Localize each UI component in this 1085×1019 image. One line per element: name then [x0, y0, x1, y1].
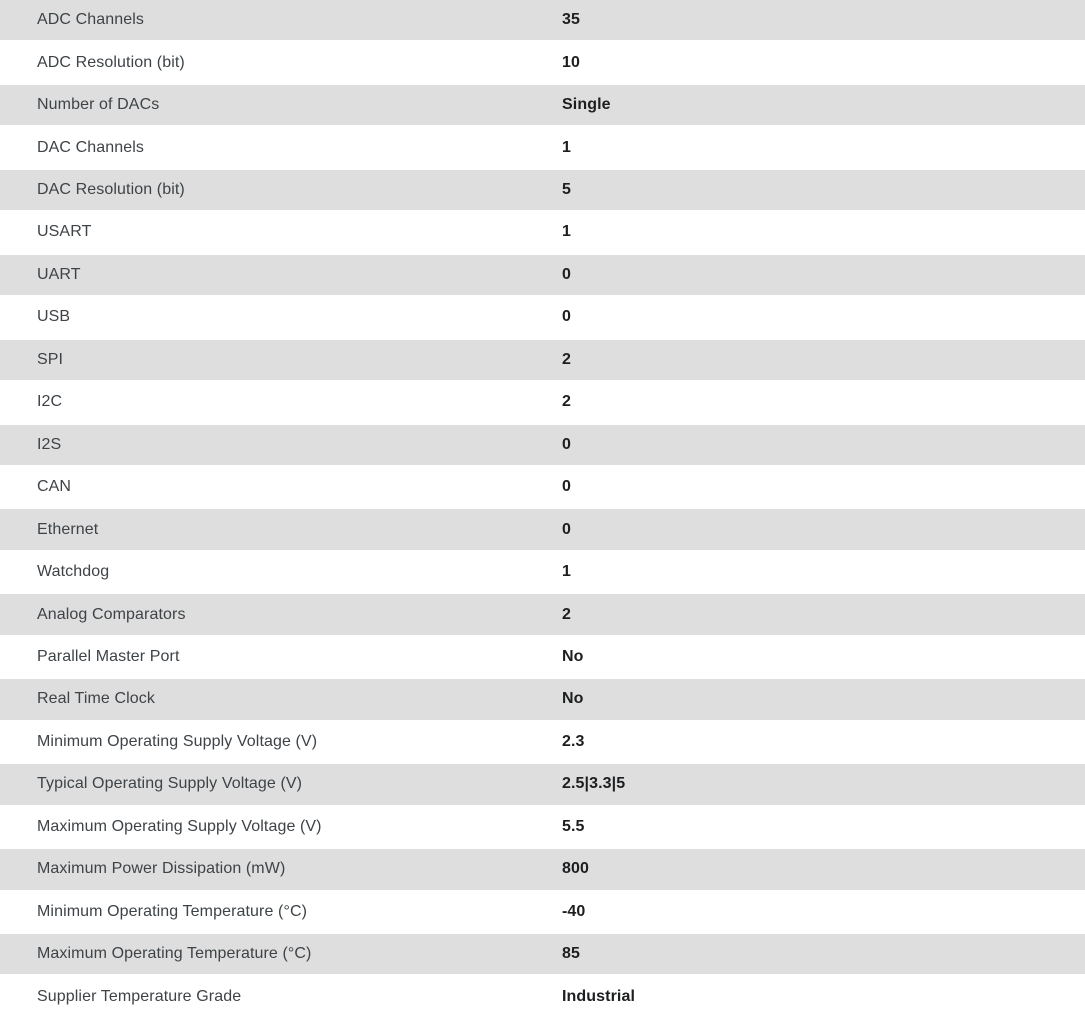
spec-label: Analog Comparators — [37, 605, 186, 623]
spec-value: 35 — [562, 11, 580, 29]
spec-value: 85 — [562, 945, 580, 963]
table-row — [0, 637, 1085, 679]
spec-label: ADC Channels — [37, 11, 145, 29]
spec-value: Single — [562, 96, 611, 114]
spec-label: Minimum Operating Supply Voltage (V) — [37, 732, 318, 750]
table-row — [0, 807, 1085, 849]
table-row — [0, 849, 1085, 891]
spec-label: Real Time Clock — [37, 690, 155, 708]
table-row — [0, 976, 1085, 1018]
table-row — [0, 340, 1085, 382]
table-row — [0, 552, 1085, 594]
spec-label: I2S — [37, 435, 62, 453]
table-row — [0, 764, 1085, 806]
spec-value: No — [562, 648, 584, 666]
spec-label: Supplier Temperature Grade — [37, 987, 242, 1005]
spec-value: 2 — [562, 350, 571, 368]
spec-label: Maximum Operating Temperature (°C) — [37, 945, 312, 963]
spec-value: 2 — [562, 605, 571, 623]
spec-value: 2.5|3.3|5 — [562, 775, 626, 793]
table-row — [0, 425, 1085, 467]
spec-value: 0 — [562, 308, 571, 326]
spec-label: Watchdog — [37, 563, 110, 581]
table-row — [0, 934, 1085, 976]
spec-value: 0 — [562, 478, 571, 496]
spec-label: CAN — [37, 478, 72, 496]
table-row — [0, 679, 1085, 721]
table-row — [0, 467, 1085, 509]
spec-label: DAC Resolution (bit) — [37, 181, 185, 199]
table-row — [0, 85, 1085, 127]
table-row — [0, 297, 1085, 339]
spec-label: Parallel Master Port — [37, 648, 180, 666]
table-row — [0, 722, 1085, 764]
spec-label: USB — [37, 308, 71, 326]
table-row — [0, 42, 1085, 84]
spec-value: No — [562, 690, 584, 708]
spec-value: 2.3 — [562, 732, 585, 750]
spec-value: 0 — [562, 265, 571, 283]
table-row — [0, 212, 1085, 254]
spec-label: ADC Resolution (bit) — [37, 53, 185, 71]
spec-label: Ethernet — [37, 520, 99, 538]
spec-value: 1 — [562, 138, 571, 156]
spec-label: UART — [37, 265, 81, 283]
spec-value: -40 — [562, 902, 586, 920]
spec-value: 10 — [562, 53, 580, 71]
table-row — [0, 509, 1085, 551]
spec-label: Maximum Operating Supply Voltage (V) — [37, 817, 322, 835]
spec-value: 800 — [562, 860, 589, 878]
spec-value: 0 — [562, 435, 571, 453]
spec-label: Typical Operating Supply Voltage (V) — [37, 775, 303, 793]
spec-label: Number of DACs — [37, 96, 160, 114]
table-row — [0, 0, 1085, 42]
spec-value: 0 — [562, 520, 571, 538]
table-row — [0, 594, 1085, 636]
spec-value: 5 — [562, 181, 571, 199]
table-row — [0, 255, 1085, 297]
spec-value: 1 — [562, 223, 571, 241]
table-row — [0, 170, 1085, 212]
spec-label: DAC Channels — [37, 138, 145, 156]
table-row — [0, 382, 1085, 424]
spec-value: 2 — [562, 393, 571, 411]
spec-label: Minimum Operating Temperature (°C) — [37, 902, 308, 920]
table-row — [0, 127, 1085, 169]
spec-label: I2C — [37, 393, 63, 411]
spec-value: Industrial — [562, 987, 636, 1005]
spec-value: 1 — [562, 563, 571, 581]
spec-label: Maximum Power Dissipation (mW) — [37, 860, 286, 878]
spec-value: 5.5 — [562, 817, 585, 835]
table-row — [0, 892, 1085, 934]
spec-label: SPI — [37, 350, 64, 368]
spec-label: USART — [37, 223, 92, 241]
